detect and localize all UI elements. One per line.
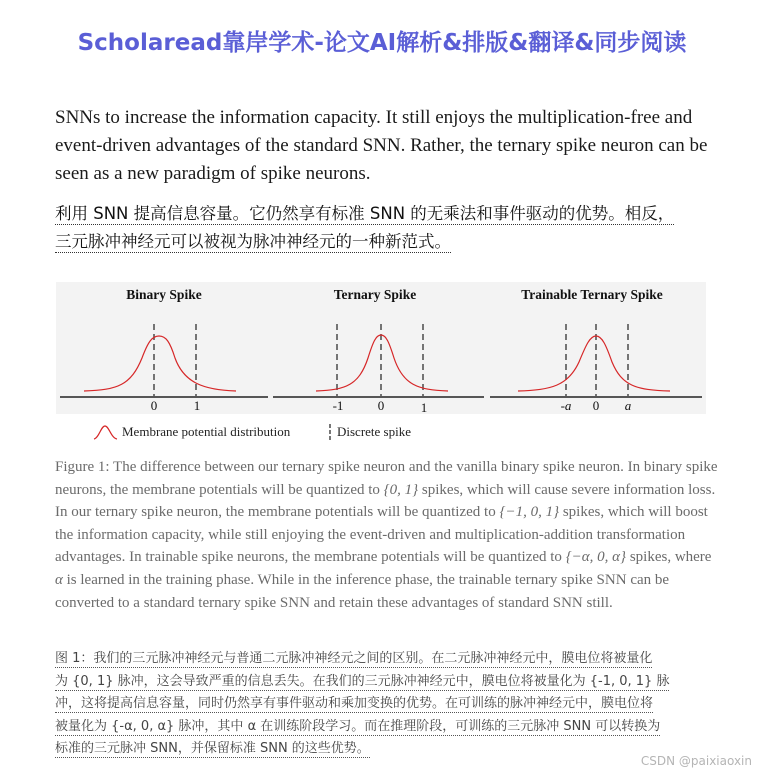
figure-caption-en [55,456,723,614]
caption-zh-line-3: 冲，这将提高信息容量，同时仍然享有事件驱动和乘加变换的优势。在可训练的脉冲神经元中，膜电位将 [55,696,654,712]
tick-binary-1: 1 [193,398,201,413]
tick-ternary-1: 1 [420,400,428,414]
legend-membrane-label: Membrane potential distribution [122,424,291,439]
panel-title-trainable: Trainable Ternary Spike [521,287,663,302]
tick-ternary-0: 0 [377,398,385,413]
caption-en-part1: Figure 1: The difference between our ternary spike neuron and the vanilla binary spike neuron. In binary spike neurons, the membrane potentials will be quantized to [55,459,718,498]
caption-zh-line-4: 被量化为 {-α, 0, α} 脉冲，其中 α 在训练阶段学习。而在推理阶段，可训练的三元脉冲 SNN 可以转换为 [55,718,661,734]
figure-caption-zh[interactable] [55,648,723,761]
figure-1-svg [56,282,706,414]
membrane-curve-binary [84,336,236,391]
csdn-watermark: CSDN @paixiaoxin [640,754,752,768]
tick-trainable-neg-a: -a [560,398,572,413]
membrane-curve-ternary [316,335,448,391]
figure-1 [56,282,706,414]
app-title-banner: Scholaread靠岸学术-论文AI解析&排版&翻译&同步阅读 [77,30,687,56]
membrane-curve-trainable [518,336,670,391]
panel-title-ternary: Ternary Spike [333,287,417,302]
caption-zh-line-1: 图 1：我们的三元脉冲神经元与普通二元脉冲神经元之间的区别。在二元脉冲神经元中，膜电位将被量化 [55,651,653,666]
caption-en-part2: spikes, which will cause severe information loss. In our ternary spike neuron, the membrane potentials will be quantized to [55,481,716,521]
body-paragraph-en: SNNs to increase the information capacity. It still enjoys the multiplication-free and event-driven advantages of the standard SNN. Rather, the ternary spike neuron can be seen as a new paradigm of spike neurons. [55,107,708,184]
tick-binary-0: 0 [150,398,158,413]
body-paragraph-zh[interactable] [55,200,745,256]
tick-trainable-a: a [624,398,632,413]
caption-en-part4: spikes, where [626,549,712,566]
caption-en-alpha: α [55,571,63,588]
tick-trainable-0: 0 [592,398,600,413]
figure-legend [92,422,492,442]
caption-en-part3: spikes, which will boost the information capacity, while still enjoying the event-driven and multiplication-addition transformation advantages. In trainable spike neurons, the membrane potentials will be quantized to [55,504,708,566]
legend-spike-label: Discrete spike [337,424,412,439]
membrane-legend-icon [94,426,117,439]
panel-title-binary: Binary Spike [126,287,202,302]
caption-en-part5: is learned in the training phase. While in the inference phase, the trainable ternary spike SNN can be converted to a standard ternary spike SNN and retain these advantages of standard SNN still. [55,571,670,611]
caption-en-set2: {−1, 0, 1} [499,504,560,521]
tick-ternary-neg1: -1 [332,398,344,413]
zh-line-2: 三元脉冲神经元可以被视为脉冲神经元的一种新范式。 [55,232,451,251]
zh-line-1: 利用 SNN 提高信息容量。它仍然享有标准 SNN 的无乘法和事件驱动的优势。相反， [55,204,675,223]
caption-en-set1: {0, 1} [383,481,419,498]
caption-en-set3: {−α, 0, α} [565,549,627,566]
legend-svg [92,422,492,444]
caption-zh-line-2: 为 {0, 1} 脉冲，这会导致严重的信息丢失。在我们的三元脉冲神经元中，膜电位将被量化为 {-1, 0, 1} 脉 [55,673,670,689]
caption-zh-line-5: 标准的三元脉冲 SNN，并保留标准 SNN 的这些优势。 [55,741,370,757]
